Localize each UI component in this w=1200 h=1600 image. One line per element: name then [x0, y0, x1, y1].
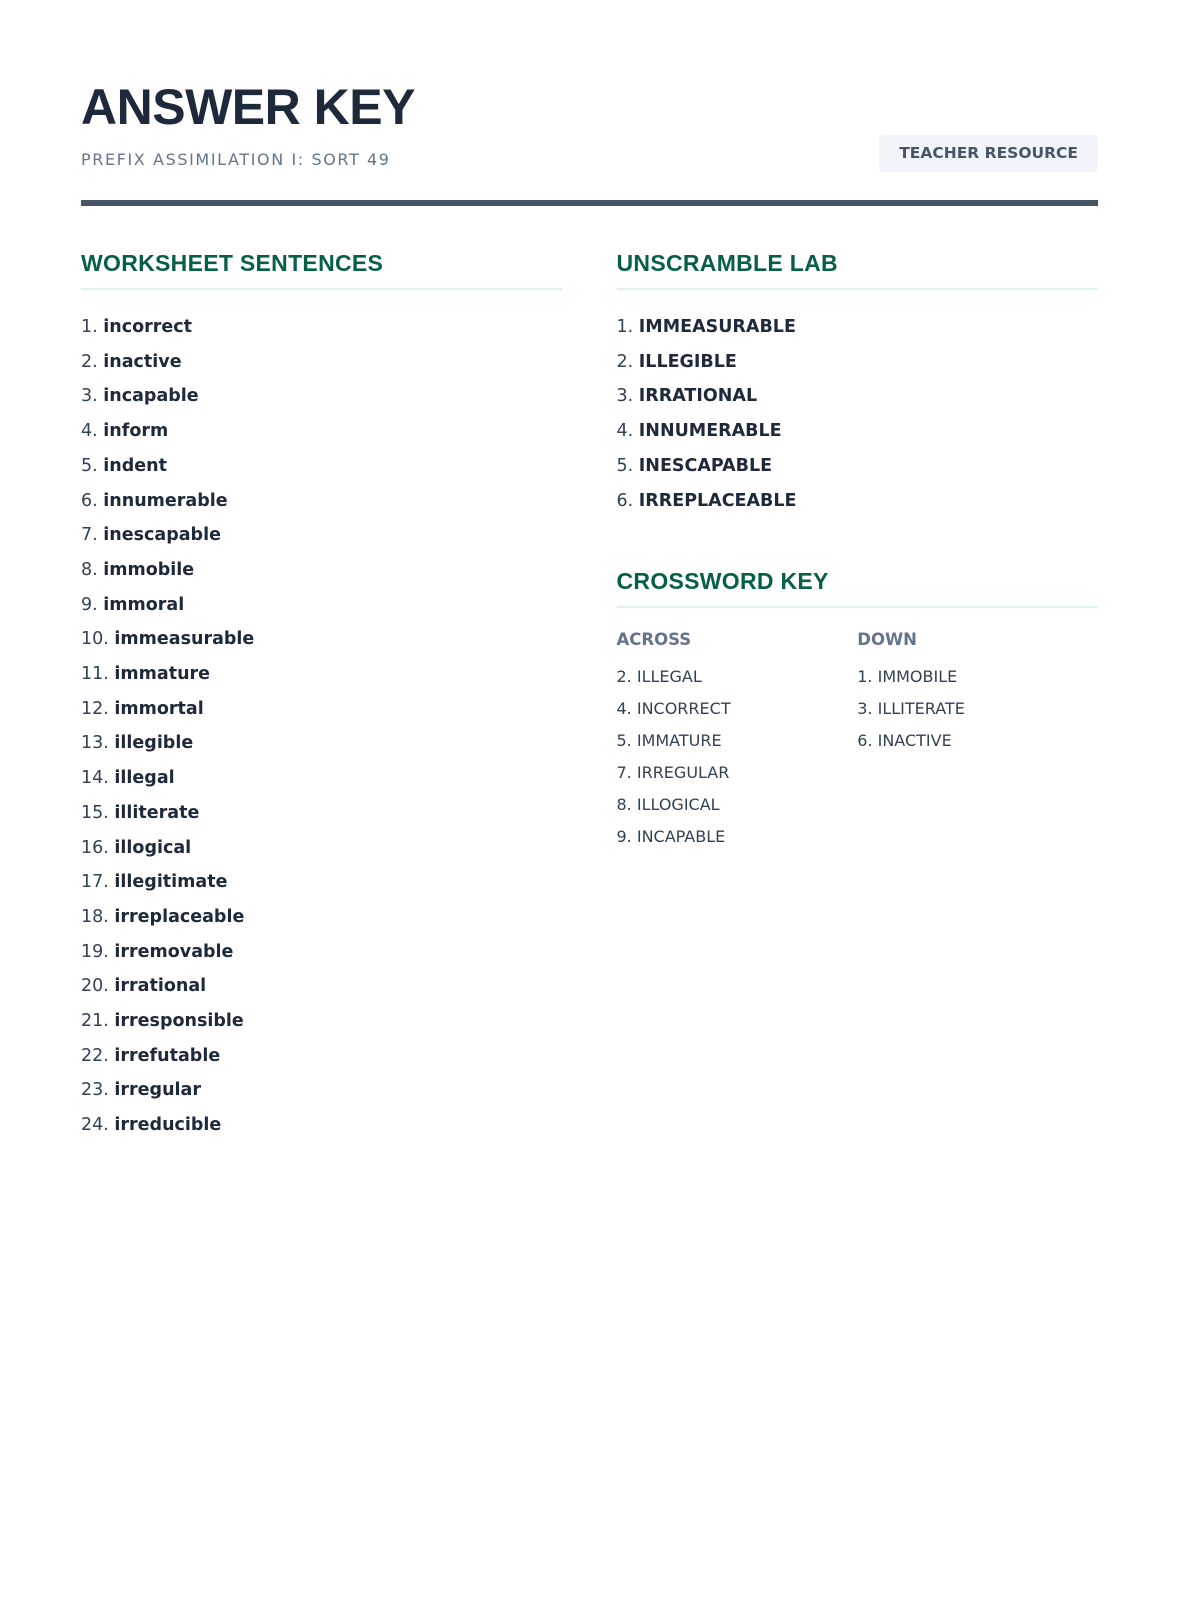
crossword-answer: 8. ILLOGICAL	[616, 795, 720, 815]
content-columns	[81, 250, 1098, 1143]
answer-word: immortal	[114, 698, 204, 719]
crossword-answer: 3. ILLITERATE	[857, 699, 965, 719]
answer-item	[81, 900, 563, 935]
answer-number: 8.	[81, 559, 98, 580]
answer-word: irreplaceable	[114, 906, 245, 927]
answer-item	[81, 1073, 563, 1108]
answer-item	[81, 379, 563, 414]
answer-number: 12.	[81, 698, 109, 719]
answer-word: incapable	[103, 386, 199, 407]
answer-word: immobile	[103, 559, 195, 580]
answer-number: 18.	[81, 906, 109, 927]
answer-word: innumerable	[103, 490, 228, 511]
answer-number: 5.	[81, 455, 98, 476]
answer-word: ILLEGIBLE	[638, 351, 737, 372]
answer-item	[81, 588, 563, 623]
answer-word: immature	[114, 664, 211, 685]
answer-item	[81, 310, 563, 345]
answer-item	[617, 414, 1099, 449]
answer-word: IRREPLACEABLE	[638, 490, 797, 511]
unscramble-section	[617, 250, 1099, 518]
answer-number: 24.	[81, 1115, 109, 1136]
answer-number: 10.	[81, 629, 109, 650]
unscramble-title: UNSCRAMBLE LAB	[617, 250, 1099, 290]
crossword-answer: 2. ILLEGAL	[616, 667, 702, 687]
crossword-answer: 6. INACTIVE	[857, 731, 952, 751]
unscramble-list	[617, 310, 1099, 518]
answer-item	[81, 969, 563, 1004]
answer-item	[81, 518, 563, 553]
answer-item	[81, 622, 563, 657]
answer-word: inactive	[103, 351, 182, 372]
answer-word: irremovable	[114, 941, 234, 962]
answer-word: illegible	[114, 733, 194, 754]
answer-number: 4.	[81, 421, 98, 442]
page-title: ANSWER KEY	[81, 79, 415, 135]
answer-item	[81, 865, 563, 900]
header-divider	[81, 200, 1098, 206]
answer-word: incorrect	[103, 317, 193, 337]
answer-number: 23.	[81, 1080, 109, 1101]
crossword-answer: 4. INCORRECT	[616, 699, 731, 719]
answer-word: irrational	[114, 976, 207, 997]
answer-number: 15.	[81, 802, 109, 823]
answer-number: 3.	[616, 386, 634, 407]
answer-word: immoral	[103, 594, 185, 615]
answer-item	[81, 657, 563, 692]
worksheet-section	[81, 250, 563, 1143]
answer-word: illegal	[114, 768, 175, 789]
answer-number: 9.	[81, 594, 98, 615]
answer-number: 21.	[81, 1011, 109, 1032]
answer-item	[81, 796, 563, 831]
answer-word: illegitimate	[114, 872, 228, 893]
answer-item	[617, 449, 1099, 484]
header	[81, 78, 1098, 200]
answer-word: indent	[103, 455, 167, 476]
answer-word: illogical	[114, 837, 192, 858]
answer-item	[81, 726, 563, 761]
answer-item	[617, 484, 1099, 519]
answer-number: 4.	[616, 421, 634, 442]
crossword-answer: 1. IMMOBILE	[857, 667, 958, 687]
answer-item	[81, 1039, 563, 1074]
answer-number: 19.	[81, 941, 109, 962]
answer-item	[81, 935, 563, 970]
answer-word: immeasurable	[114, 629, 255, 650]
answer-number: 20.	[81, 976, 109, 997]
answer-item	[81, 831, 563, 866]
answer-number: 6.	[81, 490, 98, 511]
crossword-answer: 9. INCAPABLE	[616, 827, 726, 847]
answer-item	[81, 414, 563, 449]
answer-number: 5.	[616, 455, 634, 476]
crossword-section	[617, 568, 1099, 853]
across-heading: ACROSS	[616, 630, 692, 650]
answer-item	[81, 345, 563, 380]
crossword-title: CROSSWORD KEY	[617, 568, 1099, 608]
answer-item	[617, 379, 1099, 414]
crossword-answer: 5. IMMATURE	[616, 731, 722, 751]
answer-number: 2.	[81, 351, 98, 372]
answer-number: 6.	[616, 490, 634, 511]
answer-item	[81, 1004, 563, 1039]
answer-number: 7.	[81, 525, 98, 546]
answer-number: 2.	[616, 351, 634, 372]
answer-item	[81, 553, 563, 588]
page-subtitle: PREFIX ASSIMILATION I: SORT 49	[81, 150, 391, 169]
crossword-grid	[617, 629, 1099, 853]
answer-word: irrefutable	[114, 1045, 221, 1066]
across-list	[617, 661, 858, 853]
teacher-resource-badge: TEACHER RESOURCE	[879, 135, 1098, 172]
worksheet-title: WORKSHEET SENTENCES	[81, 250, 563, 290]
down-list	[857, 661, 1098, 757]
crossword-answer: 7. IRREGULAR	[616, 763, 730, 783]
right-column	[617, 250, 1099, 1143]
answer-number: 22.	[81, 1045, 109, 1066]
answer-number: 3.	[81, 386, 98, 407]
answer-word: inescapable	[103, 525, 221, 546]
answer-number: 13.	[81, 733, 109, 754]
answer-word: IMMEASURABLE	[638, 317, 796, 337]
worksheet-list	[81, 310, 563, 1143]
down-column	[857, 629, 1098, 853]
answer-item	[81, 761, 563, 796]
answer-number: 16.	[81, 837, 109, 858]
answer-word: irreducible	[114, 1115, 222, 1136]
answer-word: inform	[103, 421, 169, 442]
answer-word: INESCAPABLE	[638, 455, 773, 476]
answer-item	[617, 310, 1099, 345]
answer-item	[81, 449, 563, 484]
answer-word: irresponsible	[114, 1011, 244, 1032]
answer-number: 11.	[81, 664, 109, 685]
down-heading: DOWN	[857, 630, 917, 650]
answer-number: 14.	[81, 768, 109, 789]
across-column	[617, 629, 858, 853]
answer-item	[81, 484, 563, 519]
answer-word: irregular	[114, 1080, 201, 1101]
answer-item	[81, 692, 563, 727]
answer-number: 1.	[81, 317, 98, 337]
answer-word: INNUMERABLE	[638, 421, 782, 442]
answer-item	[617, 345, 1099, 380]
answer-word: illiterate	[114, 802, 200, 823]
answer-word: IRRATIONAL	[638, 386, 758, 407]
answer-number: 1.	[616, 317, 634, 337]
answer-item	[81, 1108, 563, 1143]
answer-number: 17.	[81, 872, 109, 893]
